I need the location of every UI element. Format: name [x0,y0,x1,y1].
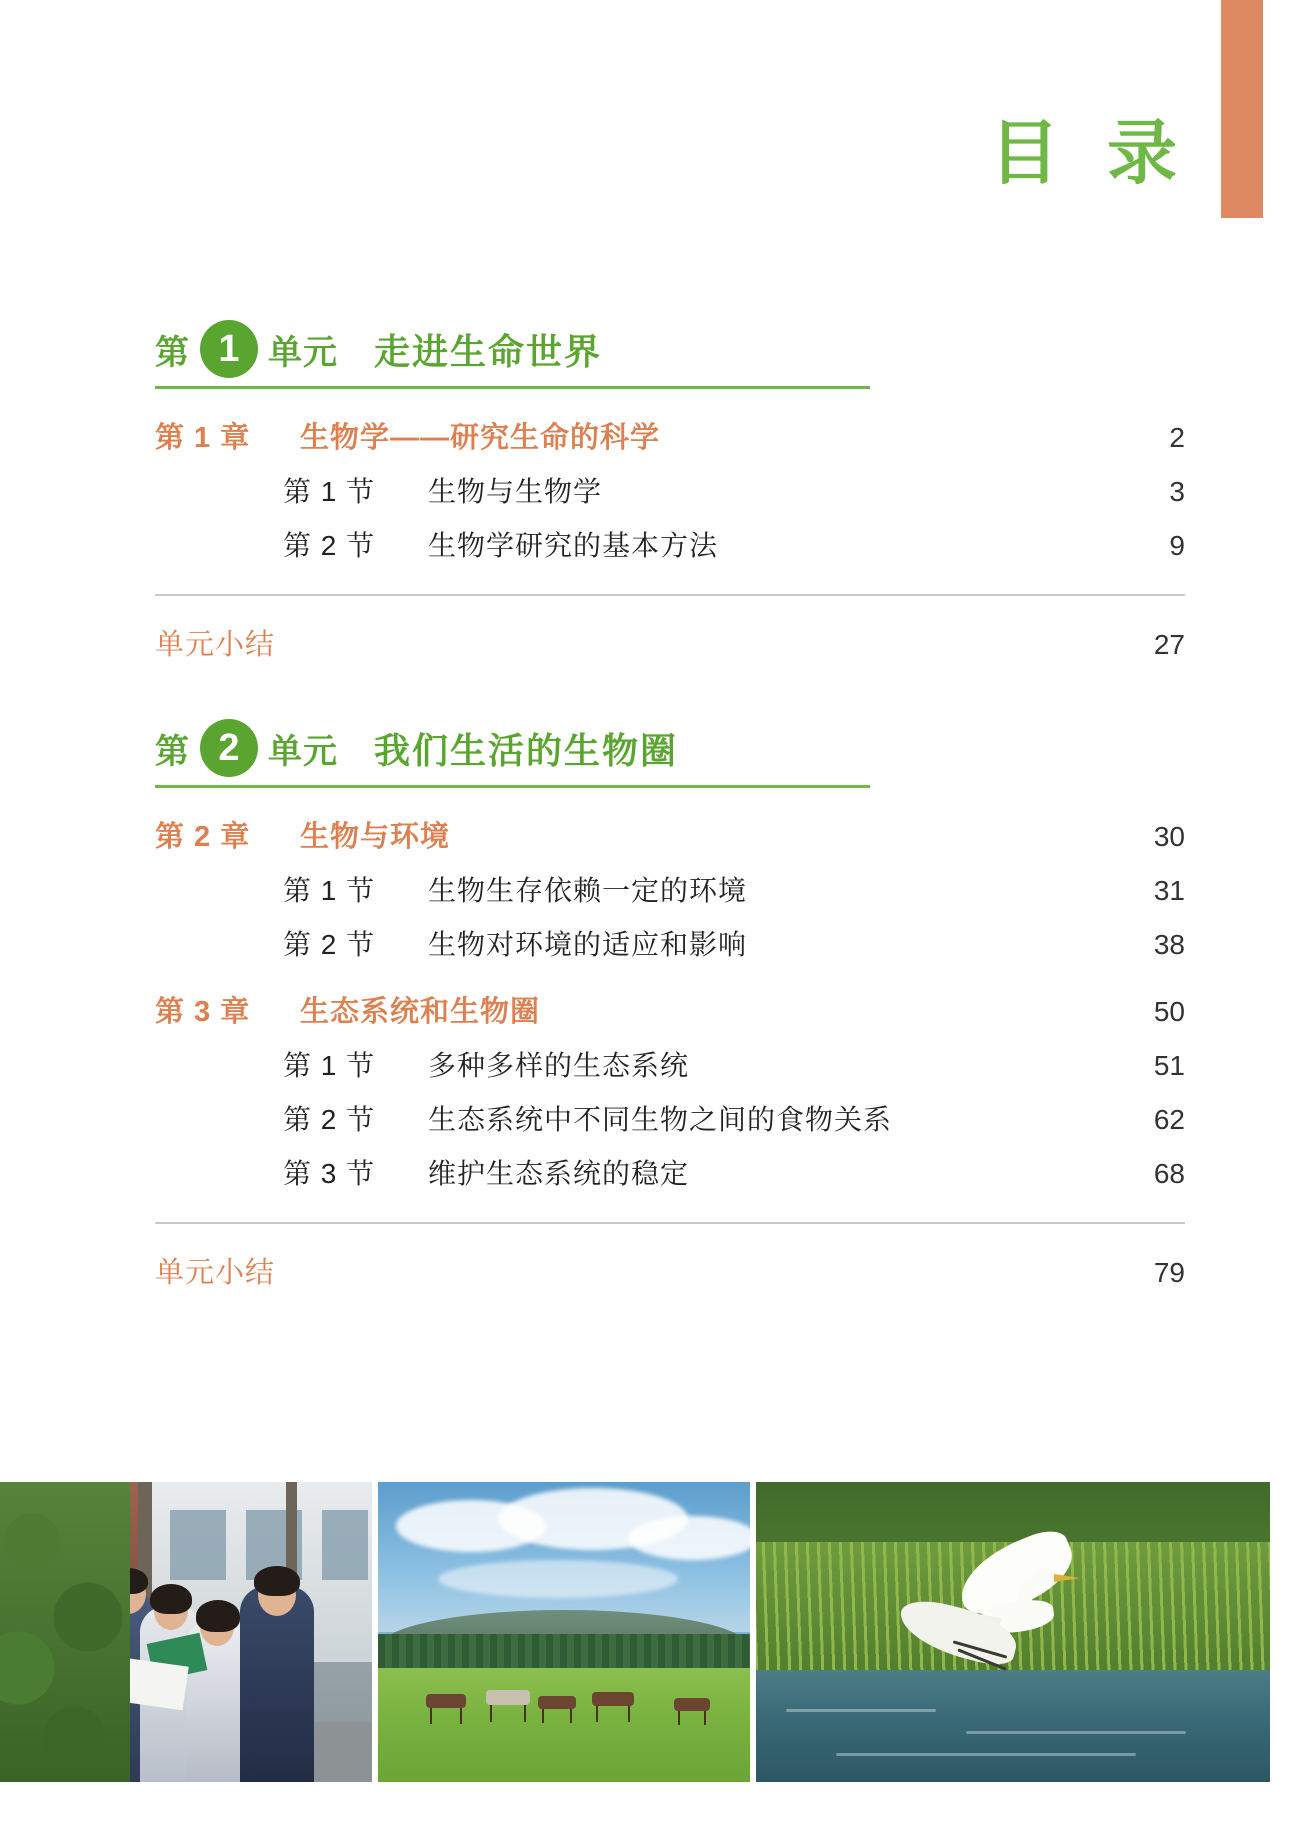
chapter-page: 30 [1153,821,1185,852]
section-label: 第 1 节 [283,1050,376,1081]
water-surface [756,1670,1270,1782]
section-label: 第 1 节 [283,476,376,507]
student-hair [254,1566,300,1596]
section-row[interactable] [155,1044,1185,1084]
photo-grassland-with-horses [378,1482,750,1782]
treeline [378,1634,750,1670]
section-row[interactable] [155,1152,1185,1192]
unit-title: 走进生命世界 [374,330,603,372]
chapter-page: 50 [1153,996,1185,1027]
unit-summary-label: 单元小结 [155,629,276,661]
section-row[interactable] [155,869,1185,909]
unit-suffix: 单元 [268,732,338,771]
unit-number-badge: 1 [200,320,258,378]
section-page: 31 [1153,875,1185,906]
horse [674,1698,710,1711]
section-page: 68 [1153,1158,1185,1189]
chapter-name: 生态系统和生物圈 [300,996,541,1028]
section-row[interactable] [155,470,1185,510]
cloud [628,1516,750,1560]
water-ripple [786,1709,936,1712]
unit-block-1 [155,320,1185,663]
window [170,1510,226,1580]
horse [538,1696,576,1709]
unit-summary-row[interactable] [155,1222,1185,1291]
section-row[interactable] [155,524,1185,564]
chapter-label: 第 1 章 [155,422,251,454]
window [322,1510,368,1580]
horse-leg [678,1711,680,1725]
section-name: 生物对环境的适应和影响 [428,929,748,960]
page-title: 目 录 [989,114,1191,192]
horse [486,1690,530,1705]
chapter-name: 生物与环境 [300,821,451,853]
section-page: 51 [1153,1050,1185,1081]
chapter-row[interactable] [155,814,1185,855]
corner-accent-bar [1221,0,1263,218]
unit-prefix: 第 [155,333,190,372]
unit-header-1 [155,320,870,389]
egret-beak [1054,1574,1080,1582]
unit-header-2 [155,719,870,788]
horse-leg [704,1711,706,1725]
unit-summary-row[interactable] [155,594,1185,663]
horse-leg [570,1709,572,1723]
section-name: 维护生态系统的稳定 [428,1158,690,1189]
horse-leg [596,1706,598,1722]
table-of-contents [155,320,1185,1337]
photo-students-observing-plants [0,1482,372,1782]
section-page: 38 [1153,929,1185,960]
chapter-label: 第 3 章 [155,996,251,1028]
horse-leg [490,1705,492,1722]
horse-leg [430,1708,432,1724]
chapter-row[interactable] [155,415,1185,456]
section-page: 9 [1169,530,1185,561]
student-hair [196,1600,240,1632]
section-label: 第 2 节 [283,929,376,960]
horse [592,1692,634,1706]
unit-title: 我们生活的生物圈 [374,729,679,771]
section-label: 第 2 节 [283,1104,376,1135]
unit-number-badge: 2 [200,719,258,777]
student-hair [150,1584,192,1614]
section-page: 62 [1153,1104,1185,1135]
unit-prefix: 第 [155,732,190,771]
water-ripple [836,1753,1136,1756]
plant-foliage [0,1482,130,1782]
section-label: 第 1 节 [283,875,376,906]
chapter-row[interactable] [155,989,1185,1030]
cloud [438,1560,678,1598]
chapter-label: 第 2 章 [155,821,251,853]
unit-summary-label: 单元小结 [155,1257,276,1289]
section-name: 生态系统中不同生物之间的食物关系 [428,1104,893,1135]
section-row[interactable] [155,923,1185,963]
water-ripple [966,1731,1186,1734]
section-name: 多种多样的生态系统 [428,1050,690,1081]
grass-field [378,1668,750,1782]
unit-summary-page: 27 [1153,629,1185,660]
egret-head [1032,1568,1056,1586]
unit-block-2 [155,719,1185,1291]
horse-leg [628,1706,630,1722]
horse-leg [460,1708,462,1724]
section-name: 生物生存依赖一定的环境 [428,875,748,906]
chapter-name: 生物学——研究生命的科学 [300,422,661,454]
unit-suffix: 单元 [268,333,338,372]
horse-leg [524,1705,526,1722]
horse-leg [542,1709,544,1723]
section-label: 第 2 节 [283,530,376,561]
chapter-page: 2 [1169,422,1185,453]
section-label: 第 3 节 [283,1158,376,1189]
section-page: 3 [1169,476,1185,507]
section-name: 生物与生物学 [428,476,603,507]
section-row[interactable] [155,1098,1185,1138]
photo-strip [0,1482,1270,1782]
horse [426,1694,466,1708]
section-name: 生物学研究的基本方法 [428,530,719,561]
photo-egret-over-wetland [756,1482,1270,1782]
unit-summary-page: 79 [1153,1257,1185,1288]
